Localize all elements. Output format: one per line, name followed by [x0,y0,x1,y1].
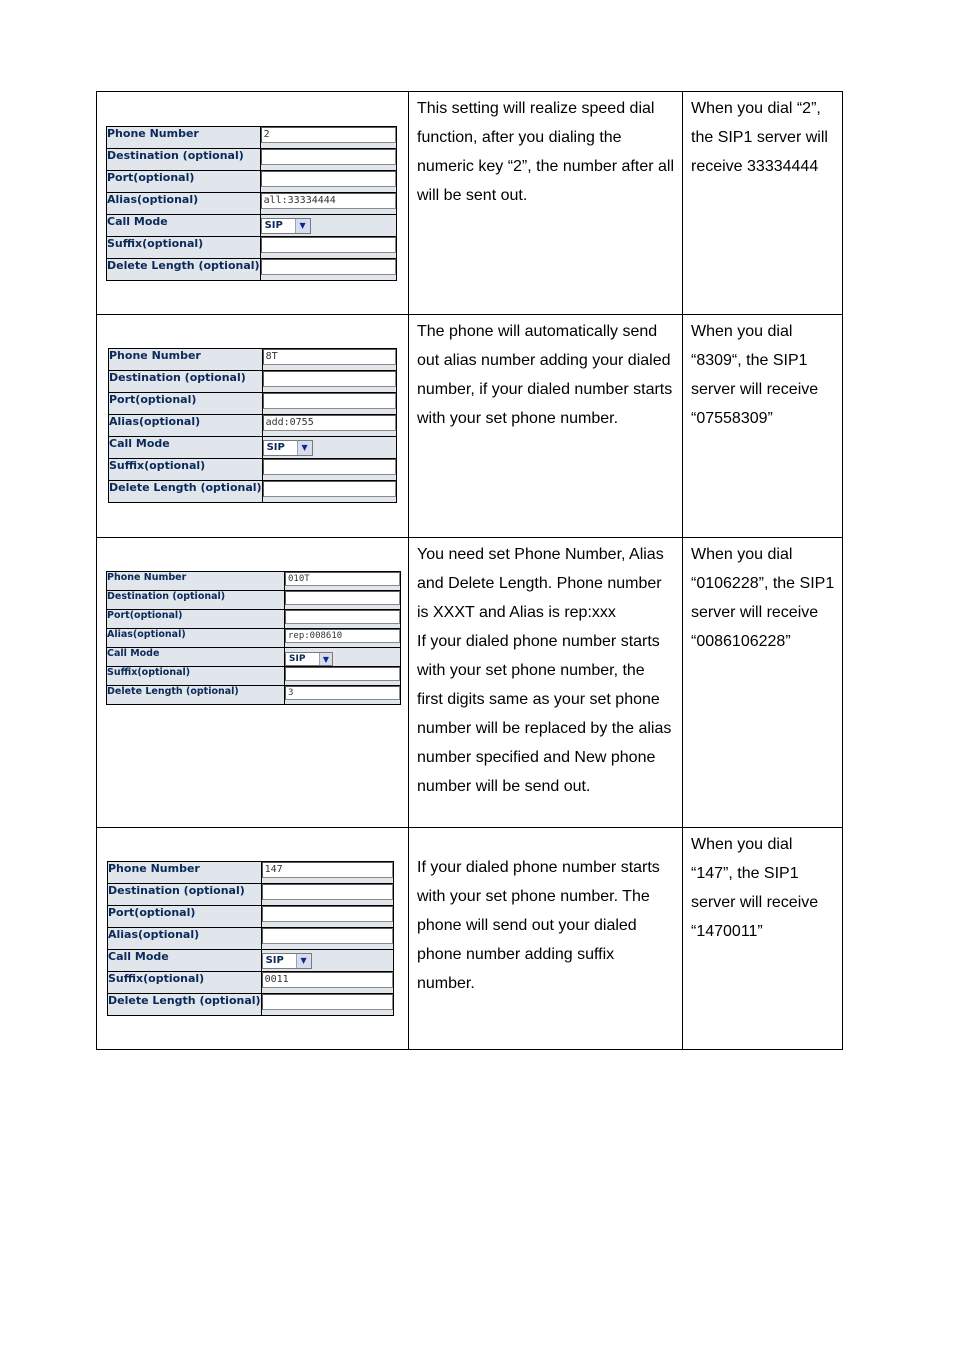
dial-rule-form [107,861,394,1016]
field-input[interactable] [285,610,400,624]
field-label: Alias(optional) [109,415,263,437]
field-input[interactable] [261,149,396,165]
field-input[interactable]: all:33334444 [261,193,396,209]
field-input[interactable]: 2 [261,127,396,143]
field-value-cell [260,259,396,281]
form-row [107,171,397,193]
result-cell [683,538,843,828]
field-input[interactable] [263,393,396,409]
field-label: Alias(optional) [107,193,261,215]
form-screenshot-cell [97,538,409,828]
result-text: When you dial “8309“, the SIP1 server will receive “07558309” [691,323,819,427]
field-input[interactable] [261,259,396,275]
call-mode-select[interactable] [261,218,311,234]
form-row [107,667,401,686]
field-label: Destination (optional) [107,591,285,610]
dial-rule-form [106,571,401,705]
chevron-down-icon: ▼ [319,653,332,665]
result-cell [683,828,843,1050]
field-input[interactable] [263,371,396,387]
call-mode-value: SIP [264,220,283,231]
field-label: Alias(optional) [107,629,285,648]
form-row [107,591,401,610]
form-row [109,393,397,415]
field-label: Suffix(optional) [107,237,261,259]
form-row [109,415,397,437]
call-mode-select[interactable] [262,953,312,969]
field-input[interactable]: rep:008610 [285,629,400,643]
field-input[interactable]: 3 [285,686,400,700]
field-input[interactable] [262,928,393,944]
form-row [108,862,394,884]
table-row [97,315,843,538]
chevron-down-icon: ▼ [295,219,310,233]
description-cell [409,538,683,828]
form-row [109,459,397,481]
description-text: If your dialed phone number starts with your set phone number. The phone will send out your dialed phone number adding suffix number. [417,859,660,992]
call-mode-select[interactable] [285,652,333,666]
field-value-cell [262,437,396,459]
field-value-cell [262,349,396,371]
field-value-cell [262,459,396,481]
call-mode-value: SIP [266,442,285,453]
table-row [97,828,843,1050]
field-value-cell [261,950,393,972]
field-input[interactable]: 8T [263,349,396,365]
field-input[interactable] [262,906,393,922]
form-row [109,481,397,503]
call-mode-select[interactable] [263,440,313,456]
form-row [108,906,394,928]
field-value-cell [261,906,393,928]
form-row [107,629,401,648]
field-value-cell [262,371,396,393]
field-value-cell [260,171,396,193]
field-label: Phone Number [107,572,285,591]
field-value-cell [261,884,393,906]
form-row [107,127,397,149]
field-label: Call Mode [109,437,263,459]
field-label: Suffix(optional) [107,667,285,686]
field-value-cell [285,686,401,705]
form-row [109,349,397,371]
field-value-cell [262,393,396,415]
field-label: Port(optional) [109,393,263,415]
dial-rule-form [108,348,397,503]
chevron-down-icon: ▼ [296,954,311,968]
field-value-cell [261,928,393,950]
description-cell [409,315,683,538]
field-value-cell [261,972,393,994]
field-input[interactable] [262,884,393,900]
result-text: When you dial “0106228”, the SIP1 server will receive “0086106228” [691,546,835,650]
field-label: Port(optional) [107,171,261,193]
form-row [107,572,401,591]
field-value-cell [285,591,401,610]
form-row [109,371,397,393]
field-label: Phone Number [107,127,261,149]
field-input[interactable] [285,667,400,681]
field-input[interactable] [285,591,400,605]
field-label: Port(optional) [107,610,285,629]
form-row [107,686,401,705]
field-input[interactable] [261,171,396,187]
field-value-cell [260,215,396,237]
field-label: Call Mode [108,950,262,972]
description-text: The phone will automatically send out alias number adding your dialed number, if your dialed number starts with your set phone number. [417,323,673,427]
field-value-cell [260,127,396,149]
form-screenshot-cell [97,828,409,1050]
field-value-cell [285,667,401,686]
field-input[interactable] [263,459,396,475]
field-label: Destination (optional) [109,371,263,393]
field-label: Alias(optional) [108,928,262,950]
field-label: Destination (optional) [108,884,262,906]
field-input[interactable] [262,994,393,1010]
form-row [108,972,394,994]
form-row [107,215,397,237]
form-row [107,237,397,259]
result-text: When you dial “2”, the SIP1 server will receive 33334444 [691,100,828,175]
field-label: Destination (optional) [107,149,261,171]
description-cell [409,92,683,315]
result-text: When you dial “147”, the SIP1 server will receive “1470011” [691,836,819,940]
field-value-cell [261,994,393,1016]
dial-rule-form [106,126,397,281]
form-row [109,437,397,459]
form-row [108,994,394,1016]
field-value-cell [262,481,396,503]
field-value-cell [260,193,396,215]
field-value-cell [260,149,396,171]
description-text: This setting will realize speed dial function, after you dialing the numeric key “2”, the number after all will be sent out. [417,100,674,204]
field-label: Call Mode [107,648,285,667]
form-screenshot-cell [97,92,409,315]
form-row [107,610,401,629]
table-row [97,92,843,315]
form-screenshot-cell [97,315,409,538]
field-value-cell [285,648,401,667]
form-row [107,193,397,215]
form-row [107,648,401,667]
field-value-cell [285,572,401,591]
table-row [97,538,843,828]
field-label: Port(optional) [108,906,262,928]
field-input[interactable]: 010T [285,572,400,586]
field-label: Call Mode [107,215,261,237]
field-input[interactable]: 0011 [262,972,393,988]
field-input[interactable] [261,237,396,253]
description-cell [409,828,683,1050]
field-label: Delete Length (optional) [108,994,262,1016]
field-value-cell [285,629,401,648]
call-mode-value: SIP [265,955,284,966]
field-input[interactable] [263,481,396,497]
chevron-down-icon: ▼ [297,441,312,455]
field-value-cell [260,237,396,259]
form-row [107,259,397,281]
form-row [108,928,394,950]
field-label: Delete Length (optional) [109,481,263,503]
call-mode-value: SIP [289,654,306,664]
field-input[interactable]: 147 [262,862,393,878]
form-row [108,950,394,972]
field-label: Delete Length (optional) [107,686,285,705]
field-label: Suffix(optional) [108,972,262,994]
field-label: Delete Length (optional) [107,259,261,281]
description-text: You need set Phone Number, Alias and Delete Length. Phone number is XXXT and Alias is rep:xxx If your dialed phone number starts with your set phone number, the first digits same as your set phone number will be replaced by the alias number specified and New phone number will be send out. [417,546,672,795]
field-label: Phone Number [109,349,263,371]
field-label: Suffix(optional) [109,459,263,481]
field-value-cell [285,610,401,629]
result-cell [683,315,843,538]
dial-plan-table [96,91,843,1050]
result-cell [683,92,843,315]
form-row [107,149,397,171]
form-row [108,884,394,906]
field-label: Phone Number [108,862,262,884]
field-value-cell [261,862,393,884]
field-input[interactable]: add:0755 [263,415,396,431]
field-value-cell [262,415,396,437]
